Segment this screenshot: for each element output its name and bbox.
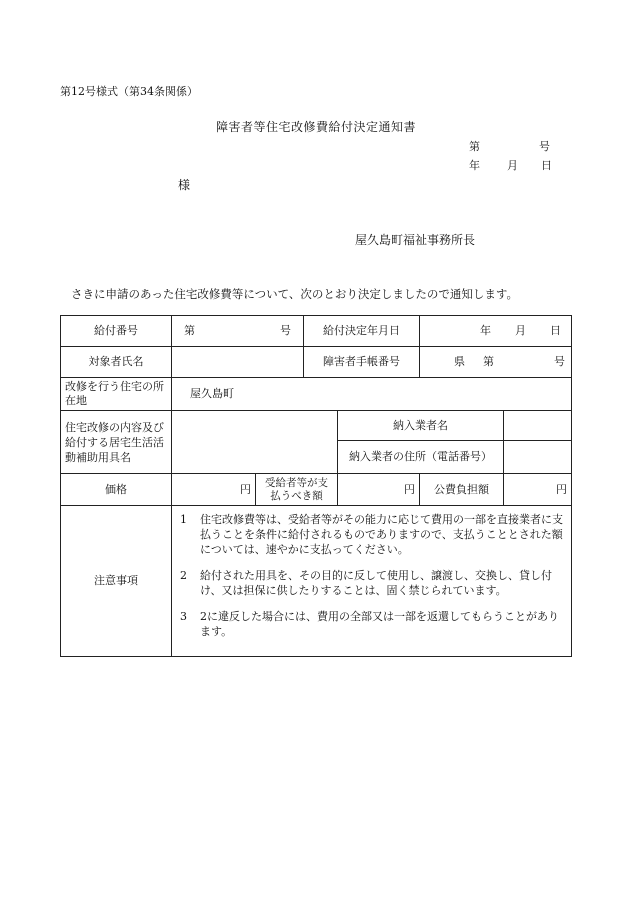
row-notes (61, 506, 572, 657)
notes-label: 注意事項 (61, 506, 172, 657)
recipient-pay-yen: 円 (338, 474, 420, 506)
handbook-pref: 県 (454, 355, 465, 368)
date-month: 月 (507, 159, 518, 172)
form-reference: 第12号様式（第34条関係） (60, 85, 198, 98)
row-location (61, 378, 572, 411)
row-vendor-name (61, 411, 572, 441)
row-price (61, 474, 572, 506)
payment-no-field (172, 316, 304, 347)
date-day: 日 (541, 159, 552, 172)
note-number: 2 (180, 569, 187, 582)
note-text: 給付された用具を、その目的に反して使用し、譲渡し、交換し、貸し付け、又は担保に供したりすることは、固く禁じられています。 (200, 569, 552, 597)
intro-text: さきに申請のあった住宅改修費等について、次のとおり決定しましたので通知します。 (71, 287, 519, 301)
doc-number-gou: 号 (539, 140, 550, 153)
decision-table (60, 315, 572, 657)
handbook-gou: 号 (554, 355, 565, 368)
note-number: 3 (180, 610, 187, 623)
content-field (172, 411, 338, 474)
recipient-pay-label: 受給者等が支払うべき額 (256, 474, 338, 506)
price-label: 価格 (61, 474, 172, 506)
content-label: 住宅改修の内容及び給付する居宅生活活動補助用具名 (61, 411, 172, 474)
note-text: 2に違反した場合には、費用の全部又は一部を返還してもらうことがあります。 (200, 610, 559, 638)
location-value: 屋久島町 (172, 378, 572, 411)
decision-month: 月 (515, 324, 526, 337)
note-item (180, 609, 563, 639)
document-title: 障害者等住宅改修費給付決定通知書 (216, 120, 417, 134)
row-payment-number (61, 316, 572, 347)
doc-number-dai: 第 (469, 140, 480, 153)
notes-content (172, 506, 572, 657)
decision-date-field (420, 316, 572, 347)
public-share-label: 公費負担額 (420, 474, 504, 506)
location-label: 改修を行う住宅の所在地 (61, 378, 172, 411)
payment-no-gou: 号 (280, 324, 291, 337)
decision-date-label: 給付決定年月日 (304, 316, 420, 347)
date-year: 年 (469, 159, 480, 172)
payment-no-label: 給付番号 (61, 316, 172, 347)
note-text: 住宅改修費等は、受給者等がその能力に応じて費用の一部を直接業者に支払うことを条件に給付されるものでありますので、支払うこととされた額については、速やかに支払ってください。 (200, 513, 563, 556)
handbook-no-field (420, 347, 572, 378)
note-item (180, 512, 563, 557)
decision-year: 年 (480, 324, 491, 337)
note-number: 1 (180, 513, 187, 526)
handbook-no-label: 障害者手帳番号 (304, 347, 420, 378)
vendor-address-label: 納入業者の住所（電話番号） (338, 441, 504, 474)
price-value-yen: 円 (172, 474, 256, 506)
vendor-name-field (504, 411, 572, 441)
row-subject (61, 347, 572, 378)
subject-name-field (172, 347, 304, 378)
payment-no-dai: 第 (184, 324, 195, 337)
issuer-name: 屋久島町福祉事務所長 (355, 233, 476, 247)
subject-name-label: 対象者氏名 (61, 347, 172, 378)
handbook-dai: 第 (483, 355, 494, 368)
note-item (180, 568, 563, 598)
vendor-name-label: 納入業者名 (338, 411, 504, 441)
addressee-suffix: 様 (178, 178, 191, 192)
vendor-address-field (504, 441, 572, 474)
decision-day: 日 (550, 324, 561, 337)
public-share-yen: 円 (504, 474, 572, 506)
